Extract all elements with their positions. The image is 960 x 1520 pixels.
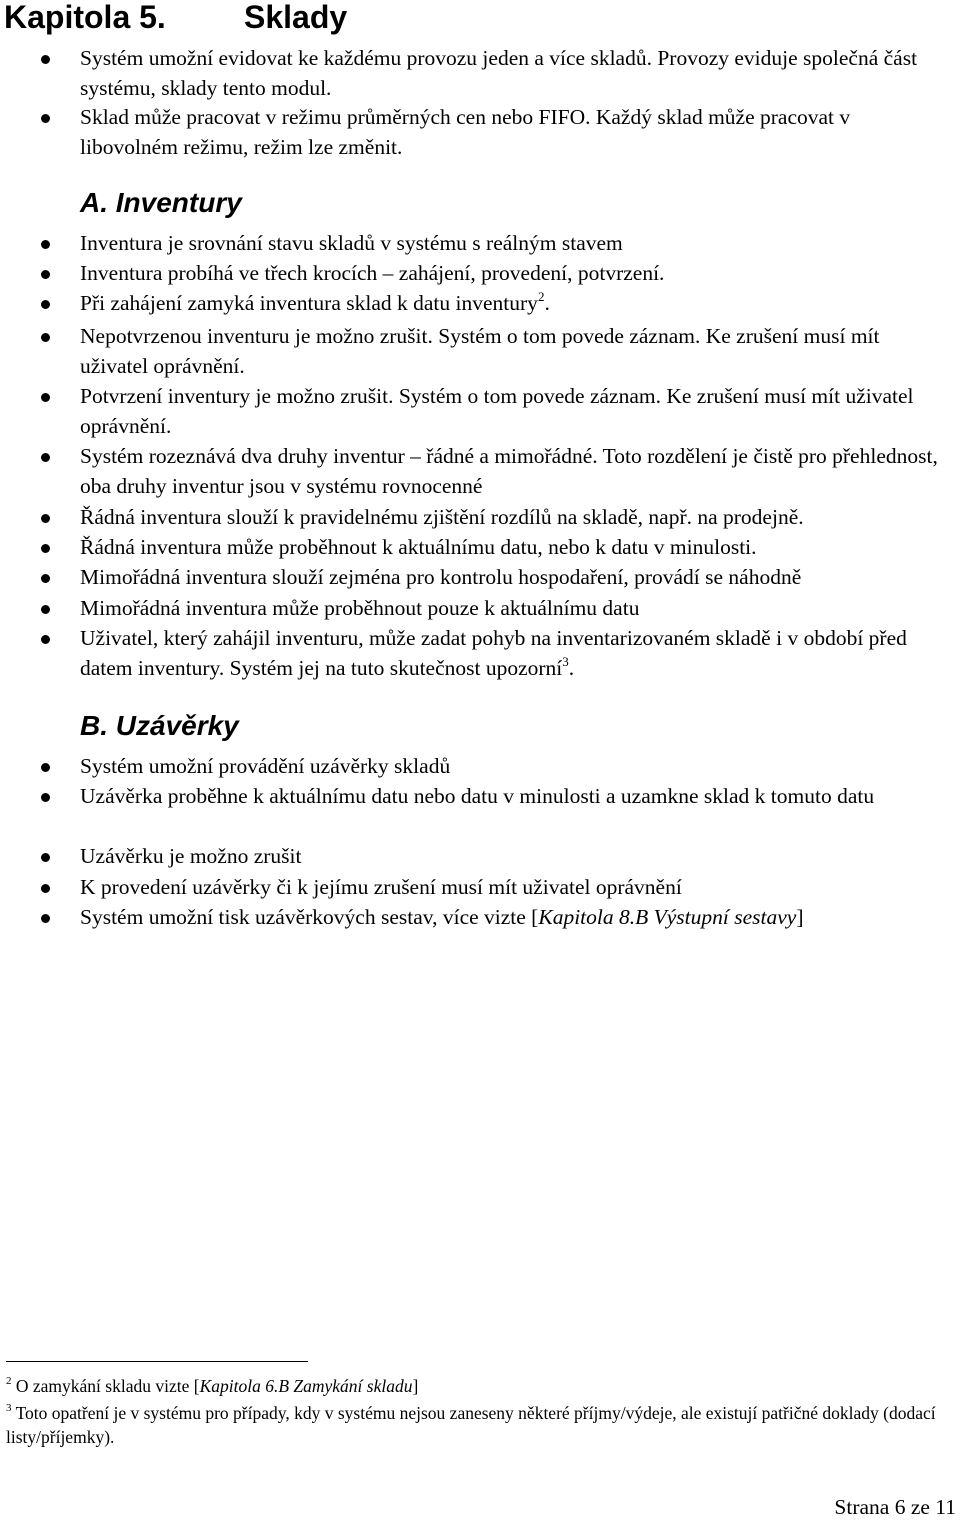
list-item [80, 289, 940, 319]
ref-close: ] [412, 1376, 419, 1396]
page-number: Strana 6 ze 11 [834, 1495, 956, 1519]
chapter-number: Kapitola 5. [4, 0, 166, 35]
item-text: Uživatel, který zahájil inventuru, může zadat pohyb na inventarizovaném skladě i v období před datem inventury. Systém jej na tuto skutečnost upozorní [80, 626, 907, 680]
footnote-ref: 3 [562, 653, 569, 669]
footnote-text: Toto opatření je v systému pro případy, kdy v systému nejsou zaneseny některé příjmy/výdeje, ale existují patřičné doklady (dodací listy/příjemky). [6, 1403, 936, 1447]
list-item: Systém umožní provádění uzávěrky skladů [80, 752, 940, 782]
list-item: Mimořádná inventura slouží zejména pro kontrolu hospodaření, provádí se náhodně [80, 563, 940, 593]
list-item [80, 624, 940, 683]
item-period: . [544, 291, 550, 315]
list-item: Uzávěrka proběhne k aktuálnímu datu nebo datu v minulosti a uzamkne sklad k tomuto datu [80, 782, 940, 812]
ref-close: ] [796, 905, 804, 929]
list-item [80, 903, 940, 933]
list-item: K provedení uzávěrky či k jejímu zrušení musí mít uživatel oprávnění [80, 873, 940, 903]
footnote-separator [6, 1361, 308, 1362]
item-period: . [568, 655, 575, 680]
list-item: Systém rozeznává dva druhy inventur – řádné a mimořádné. Toto rozdělení je čistě pro přehlednost, oba druhy inventur jsou v systému rovnocenné [80, 442, 940, 501]
section-heading-uzaverky: B. Uzávěrky [80, 710, 239, 741]
cross-reference: Kapitola 6.B Zamykání skladu [199, 1376, 413, 1396]
footnote [6, 1374, 946, 1398]
cross-reference: Kapitola 8.B Výstupní sestavy [538, 905, 797, 929]
list-item: Sklad může pracovat v režimu průměrných cen nebo FIFO. Každý sklad může pracovat v libovolném režimu, režim lze změnit. [80, 103, 940, 162]
chapter-title: Sklady [244, 0, 348, 35]
list-item: Řádná inventura slouží k pravidelnému zjištění rozdílů na skladě, např. na prodejně. [80, 503, 940, 533]
footnote-ref: 2 [537, 289, 545, 304]
list-item: Mimořádná inventura může proběhnout pouze k aktuálnímu datu [80, 594, 940, 624]
footnote [6, 1401, 946, 1449]
list-item: Systém umožní evidovat ke každému provozu jeden a více skladů. Provozy eviduje společná část systému, sklady tento modul. [80, 44, 940, 103]
item-text: Systém umožní tisk uzávěrkových sestav, více vizte [ [80, 905, 539, 929]
footnote-text: O zamykání skladu vizte [ [15, 1376, 200, 1396]
footnote-mark: 2 [6, 1375, 12, 1387]
chapter-heading [4, 0, 347, 38]
list-item: Inventura je srovnání stavu skladů v systému s reálným stavem [80, 229, 940, 259]
list-item: Potvrzení inventury je možno zrušit. Systém o tom povede záznam. Ke zrušení musí mít uživatel oprávnění. [80, 382, 940, 441]
item-text: Při zahájení zamyká inventura sklad k datu inventury [80, 291, 538, 315]
footnote-mark: 3 [6, 1402, 12, 1414]
section-heading-inventury: A. Inventury [80, 187, 242, 218]
list-item: Řádná inventura může proběhnout k aktuálnímu datu, nebo k datu v minulosti. [80, 533, 940, 563]
list-item: Nepotvrzenou inventuru je možno zrušit. Systém o tom povede záznam. Ke zrušení musí mít uživatel oprávnění. [80, 322, 940, 381]
list-item: Uzávěrku je možno zrušit [80, 842, 940, 872]
list-item: Inventura probíhá ve třech krocích – zahájení, provedení, potvrzení. [80, 259, 940, 289]
